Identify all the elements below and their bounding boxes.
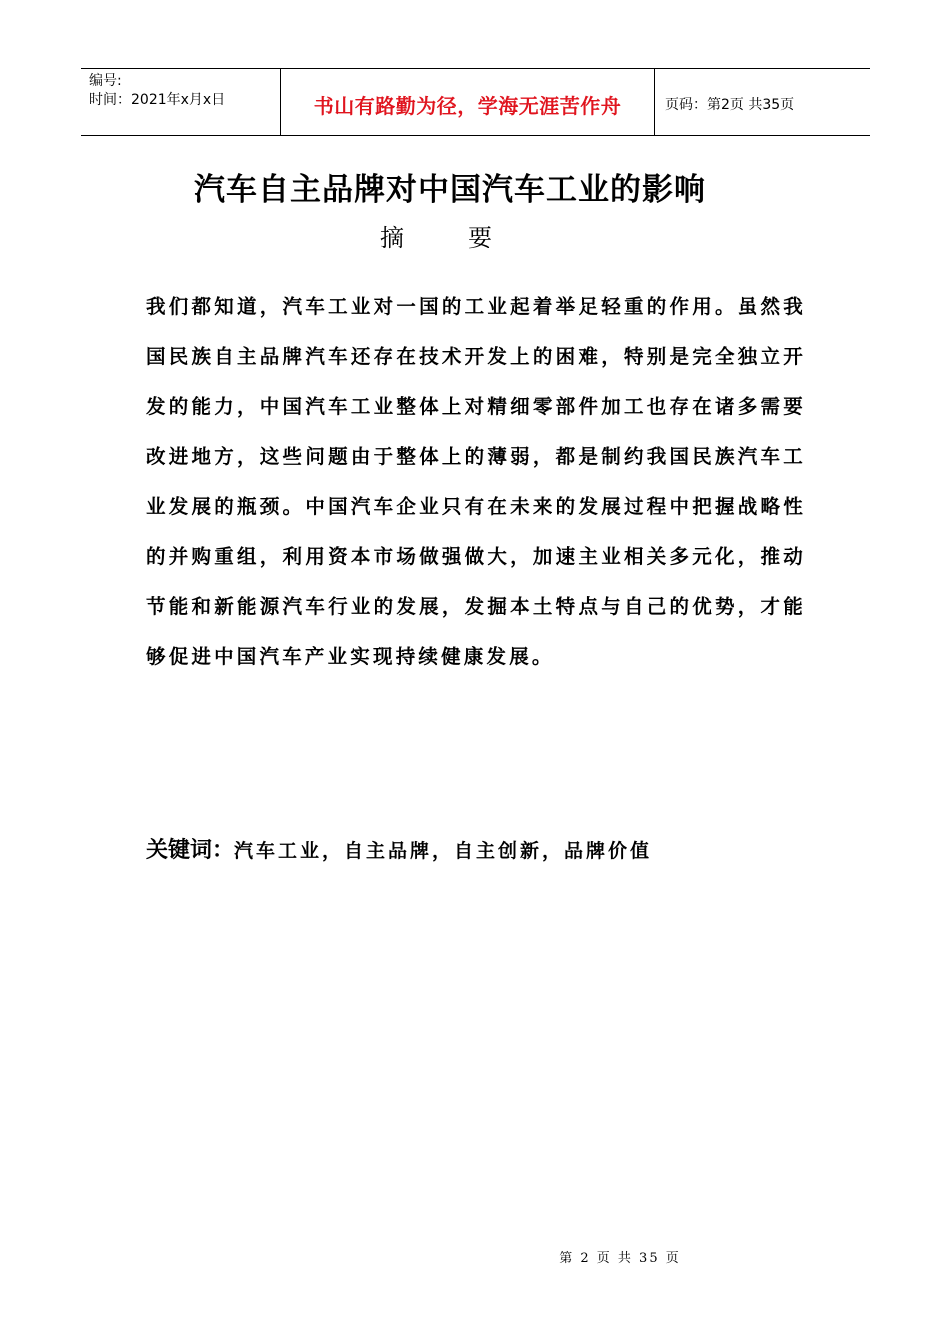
header-table — [81, 68, 870, 136]
document-title: 汽车自主品牌对中国汽车工业的影响 — [194, 172, 706, 208]
abstract-body: 我们都知道，汽车工业对一国的工业起着举足轻重的作用。虽然我国民族自主品牌汽车还存在技术开发上的困难，特别是完全独立开发的能力，中国汽车工业整体上对精细零部件加工也存在诸多需要改进地方，这些问题由于整体上的薄弱，都是制约我国民族汽车工业发展的瓶颈。中国汽车企业只有在未来的发展过程中把握战略性的并购重组，利用资本市场做强做大，加速主业相关多元化，推动节能和新能源汽车行业的发展，发掘本土特点与自己的优势，才能够促进中国汽车产业实现持续健康发展。 — [146, 295, 806, 668]
keywords-values: 汽车工业，自主品牌，自主创新，品牌价值 — [234, 840, 653, 862]
header-motto-cell — [281, 69, 655, 135]
header-page-cell — [655, 69, 870, 135]
header-meta-cell — [81, 69, 281, 135]
motto-text: 书山有路勤为径，学海无涯苦作舟 — [313, 93, 622, 118]
keywords-label: 关键词： — [146, 838, 235, 863]
abstract-heading-char-2: 要 — [468, 224, 492, 252]
keywords-line — [146, 832, 826, 869]
page-footer: 第 2 页 共 35 页 — [559, 1251, 681, 1266]
page-info: 页码：第2页 共35页 — [665, 97, 795, 113]
abstract-heading-char-1: 摘 — [380, 224, 404, 252]
number-label: 编号: — [89, 73, 122, 89]
abstract-heading — [0, 218, 872, 253]
time-label: 时间：2021年x月x日 — [89, 92, 226, 108]
